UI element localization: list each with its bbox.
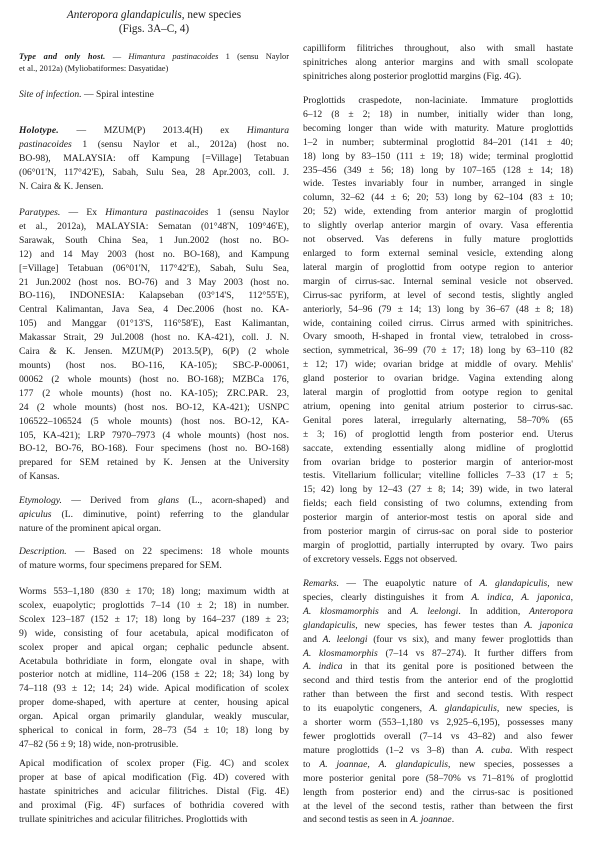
proglottids-paragraph [303, 94, 573, 567]
emphasized-text: apiculus [19, 508, 52, 520]
text-run: BO-12, BO-76, BO-168). Four specimens (host no. BO-168) [19, 443, 289, 455]
text-run: 235–456 (349 ± 56; 18) long by 107–165 (128 ± 14; 18) [303, 164, 573, 176]
text-run: of mature worms, four specimens prepared for SEM. [19, 559, 222, 571]
text-line [19, 627, 289, 641]
text-line [303, 108, 573, 122]
text-run: 21 Jun.2002 (host nos. BO-76) and 3 May 2003 (host no. [19, 276, 289, 288]
text-run: Cirrus-sac pyriform, at level of second testis, slightly angled [303, 289, 573, 301]
text-line [303, 772, 573, 786]
text-line [303, 164, 573, 178]
text-line [303, 330, 573, 344]
text-run: 47–82 (56 ± 9; 18) wide, non-protrusible. [19, 738, 179, 750]
emphasized-text: A. glandapiculis [429, 703, 497, 715]
text-line [303, 358, 573, 372]
text-line [19, 456, 289, 470]
text-run: ± 12; 17) wide; ovarian bridge at middle of ovary. Mehlis' [303, 359, 573, 371]
text-line [303, 428, 573, 442]
text-line [19, 317, 289, 331]
text-run: (L., acorn-shaped) and [179, 495, 289, 506]
text-run: Acetabula bothridiate in form, elongate oval in shape, with [19, 655, 289, 667]
text-line [303, 94, 573, 108]
text-run: saccate, extending essentially along midline of proglottid [303, 442, 573, 454]
text-line [19, 682, 289, 696]
text-run: 9) wide, consisting of four acetabula, apical modificaton of [19, 627, 289, 639]
text-run: prepared for SEM retained by K. Jensen at the University [19, 457, 289, 469]
text-line [19, 359, 289, 373]
text-run: (7–14 vs 87–274). It further differs from [377, 647, 573, 659]
text-run: scolex, euapolytic; proglottids 7–14 (10 ± 2; 18) in number. [19, 599, 289, 611]
text-run: 74–118 (93 ± 12; 14; 24) wide. Apical modification of scolex [19, 683, 289, 695]
emphasized-text: A. joannae [319, 758, 368, 770]
text-run: [=Village] Tetabuan (06°01'N, 117°42'E), Sabah, Sulu Sea, [19, 262, 289, 274]
emphasized-text: Himantura [246, 125, 289, 136]
text-run: of Kansas. [19, 471, 60, 483]
text-run: proper dome-shaped, with aperture at center, housing apical [19, 697, 289, 709]
emphasized-text: Site of infection. [19, 89, 82, 100]
text-run: and second testis as seen in [303, 814, 411, 826]
holotype-paragraph [19, 124, 289, 194]
species-name: Anteropora glandapiculis [66, 9, 182, 21]
text-line [303, 800, 573, 814]
text-run: — Derived from [61, 495, 159, 506]
text-run: wide. Testes invariably four in number, arranged in single [303, 178, 573, 190]
text-run: Scolex 123–187 (152 ± 17; 18) long by 164–237 (189 ± 23; [19, 613, 289, 625]
text-run: Sarawak, South China Sea, 1 Jun.2002 (host no. BO- [19, 234, 289, 246]
text-run: of excretory vessels. Eggs not observed. [303, 553, 458, 565]
text-run: column, 32–62 (44 ± 6; 20; 53) long by 62–104 (83 ± 10; [303, 192, 573, 204]
text-line [19, 124, 289, 138]
text-line [303, 813, 573, 827]
text-line [303, 539, 573, 553]
text-line [303, 261, 573, 275]
text-run: posterior margin of anterior-most testis on aporal side and [303, 512, 573, 524]
text-run: . In addition, [458, 605, 530, 617]
emphasized-text: A. japonica [521, 591, 571, 603]
text-run: and [303, 633, 323, 645]
species-title [19, 8, 289, 22]
text-run: at the level of the second testis, rather than between the first [303, 800, 573, 812]
text-line [303, 42, 573, 56]
text-line [19, 303, 289, 317]
text-line [303, 219, 573, 233]
text-run: gland posterior to ovarian bridge. Vagina extending along [303, 373, 573, 385]
text-run: . [451, 814, 455, 826]
text-line [303, 605, 573, 619]
text-line [303, 233, 573, 247]
text-run: to its euapolytic congeners, [303, 703, 430, 715]
text-run: 1 (sensu Naylor [208, 207, 289, 218]
text-run: N. Caira & K. Jensen. [19, 180, 104, 192]
text-run: testis. Vitellarium follicular; vitelline follicles 7–33 (17 ± 5; [303, 470, 573, 482]
text-line [303, 177, 573, 191]
text-line [303, 289, 573, 303]
text-run: Ovary smooth, H-shaped in frontal view, tetralobed in cross- [303, 331, 573, 343]
text-line [19, 668, 289, 682]
text-run: to [303, 758, 320, 770]
text-run: Apical modification of scolex proper (Fig. 4C) and scolex [19, 758, 289, 769]
text-run: a shorter worm (553–1,180 vs 2,925–6,195), possesses many [303, 717, 573, 729]
text-line [19, 757, 289, 771]
text-run: atrium, opening into genital atrium posterior to cirrus-sac. [303, 400, 573, 412]
text-line [303, 386, 573, 400]
text-line [19, 641, 289, 655]
text-line [303, 150, 573, 164]
text-run: 20; 52) wide, extending from anterior margin of proglottid [303, 206, 573, 218]
text-line [19, 138, 289, 152]
text-line [19, 166, 289, 180]
text-line [303, 275, 573, 289]
text-run: lateral margin of proglottid from ootype region to genital [303, 387, 573, 399]
emphasized-text: Remarks. [303, 578, 339, 589]
text-line [19, 289, 289, 303]
emphasized-text: A. leelongi [410, 605, 459, 617]
text-run: spinitriches along posterior proglottid margins (Fig. 4G). [303, 70, 522, 82]
worms-paragraph [19, 585, 289, 752]
text-line [303, 205, 573, 219]
text-run: trullate spinitriches and acicular filitriches. Proglottids with [19, 813, 248, 825]
figure-reference: (Figs. 3A–C, 4) [118, 23, 190, 35]
text-line [19, 508, 289, 522]
text-line [19, 262, 289, 276]
text-line [303, 674, 573, 688]
text-line [19, 331, 289, 345]
emphasized-text: Himantura pastinacoides [128, 52, 219, 61]
text-line [19, 470, 289, 484]
text-line [303, 786, 573, 800]
text-run: mounts) (host nos. BO-116, KA-105); SBC-P-00061, [19, 359, 289, 371]
text-line [19, 494, 289, 508]
text-line [19, 738, 289, 752]
text-run: BO-116), INDONESIA: Kalapseban (03°14'S, 112°55'E), [19, 290, 289, 302]
text-line [19, 180, 289, 194]
text-line [303, 730, 573, 744]
text-run: not observed. Vas deferens in fully mature proglottids [303, 234, 573, 246]
text-run: and proximal (Fig. 4F) surfaces of bothridia covered with [19, 799, 289, 811]
text-run: 00062 (2 whole mounts) (host no. BO-168); MZBCa 176, [19, 373, 289, 385]
emphasized-text: A. indica [303, 661, 343, 673]
text-run: nature of the prominent apical organ. [19, 522, 162, 534]
text-line [19, 724, 289, 738]
text-run: species, clearly distinguishes it from [303, 591, 472, 603]
text-line [19, 613, 289, 627]
text-line [19, 522, 289, 536]
text-line [19, 206, 289, 220]
text-run: (L. diminutive, point) referring to the glandular [51, 508, 289, 520]
emphasized-text: A. glandapiculis [378, 758, 448, 770]
remarks-paragraph [303, 577, 573, 827]
text-run: mature proglottids (1–2 vs 3–8) than [303, 744, 476, 756]
text-line [303, 688, 573, 702]
text-run: BO-98), MALAYSIA: off Kampung [=Village] Tetabuan [19, 152, 289, 164]
text-run: — The euapolytic nature of [338, 578, 480, 589]
text-run: 177 (2 whole mounts) (host no. KA-105); ZRC.PAR. 23, [19, 387, 289, 399]
text-line [303, 647, 573, 661]
text-run: 1 (sensu Naylor et al., 2012a) (host no. [71, 138, 289, 150]
text-run: capilliform filitriches throughout, also with small hastate [303, 43, 573, 54]
text-run: wide, containing coiled cirrus. Cirrus armed with spinitriches. [303, 317, 573, 329]
text-run: et al., 2012a), MALAYSIA: Sematan (01°48'N, 109°46'E), [19, 220, 289, 232]
text-line [303, 619, 573, 633]
emphasized-text: Himantura pastinacoides [105, 207, 209, 218]
text-line [19, 785, 289, 799]
emphasized-text: Description. [19, 546, 67, 557]
emphasized-text: A. klosmamorphis [303, 605, 379, 617]
text-run: to slightly overlap anterior margin of ovary. Vasa efferentia [303, 220, 573, 232]
text-run: , new [547, 578, 574, 589]
text-line [303, 660, 573, 674]
text-run: 105, KA-421); LRP 7970–7973 (4 whole mounts) (host nos. [19, 429, 289, 441]
text-run: — MZUM(P) 2013.4(H) ex [58, 125, 247, 136]
surface-continuation-paragraph [303, 42, 573, 84]
text-run: , new species, has fewer testes than [355, 619, 525, 631]
text-line [303, 483, 573, 497]
emphasized-text: Holotype. [19, 125, 59, 136]
text-line [19, 655, 289, 669]
text-run: Worms 553–1,180 (830 ± 170; 18) long; maximum width at [19, 586, 289, 597]
text-run: 1 (sensu Naylor [218, 52, 290, 61]
text-run: 106522–106524 (5 whole mounts) (host nos. BO-12, KA- [19, 415, 289, 427]
text-line [303, 56, 573, 70]
text-line [303, 136, 573, 150]
text-line [303, 70, 573, 84]
text-run: more posterior genital pore (58–70% vs 71–81% of proglottid [303, 772, 573, 784]
text-line [19, 696, 289, 710]
text-line [19, 220, 289, 234]
type-host-paragraph [19, 51, 289, 75]
text-run: anteriorly, 54–96 (79 ± 14; 13) long by 36–67 (48 ± 8; 18) [303, 303, 573, 315]
text-run: hastate spinitriches and acicular filitriches. Distal (Fig. 4E) [19, 785, 289, 797]
text-line [19, 545, 289, 559]
emphasized-text: A. japonica [524, 619, 574, 631]
emphasized-text: Anteropora [529, 605, 573, 617]
text-run: , [570, 591, 574, 603]
text-run: , [511, 591, 522, 603]
text-run: 18) long by 83–150 (111 ± 19; 18) wide; terminal proglottid [303, 150, 573, 162]
text-line [303, 577, 573, 591]
text-run: margin of cirrus-sac. Internal seminal vesicle not observed. [303, 275, 573, 287]
text-run: from posterior margin of cirrus-sac on poral side to posterior [303, 526, 573, 538]
text-run: scolex proper and apical organ; cephalic peduncle absent. [19, 641, 289, 653]
text-line [303, 716, 573, 730]
text-run: ± 3; 16) of proglottid length from posterior end. Uterus [303, 428, 573, 440]
emphasized-text: A. cuba [475, 744, 511, 756]
text-line [19, 813, 289, 827]
paratypes-paragraph [19, 206, 289, 484]
text-line [303, 633, 573, 647]
text-run: fewer proglottids overall (7–14 vs 43–82) and also fewer [303, 730, 573, 742]
text-run: length from posterior end) and the cirrus-sac is positioned [303, 786, 573, 798]
text-line [303, 191, 573, 205]
text-run: enlarged to form external seminal vesicle, extending along [303, 247, 573, 259]
text-line [19, 152, 289, 166]
text-line [303, 758, 573, 772]
text-line [303, 553, 573, 567]
text-run: rather than between the first and second testis. With respect [303, 689, 573, 701]
text-line [303, 247, 573, 261]
emphasized-text: A. leelongi [322, 633, 368, 645]
text-run: Makassar Strait, 29 Jul.2008 (host no. KA-421), coll. J. N. [19, 332, 289, 344]
text-line [19, 710, 289, 724]
text-run: 12) and 14 May 2003 (host no. BO-168), and Kampung [19, 248, 289, 260]
text-run: proper at base of apical modification (Fig. 4D) covered with [19, 771, 289, 783]
text-line [19, 387, 289, 401]
text-line [19, 88, 289, 102]
text-run: 24 (2 whole mounts) (host nos. BO-12, KA-421); USNPC [19, 401, 289, 413]
text-run: from ovarian bridge to posterior margin of anterior-most [303, 456, 573, 468]
text-line [19, 429, 289, 443]
emphasized-text: pastinacoides [19, 138, 72, 150]
text-run: 1–2 in number; subterminal proglottid 84–201 (141 ± 40; [303, 136, 573, 148]
emphasized-text: glandapiculis [303, 619, 356, 631]
text-line [19, 599, 289, 613]
text-run: 105) and Manggar (01°13'S, 116°58'E), East Kalimantan, [19, 318, 289, 330]
text-line [19, 373, 289, 387]
text-run: 15; 42) long by 12–43 (27 ± 8; 14; 39) wide, in two lateral [303, 484, 573, 496]
emphasized-text: A. glandapiculis [479, 578, 548, 589]
text-line [303, 372, 573, 386]
emphasized-text: Type and only host. [19, 52, 106, 61]
text-run: — Based on 22 specimens: 18 whole mounts [66, 546, 289, 557]
text-run: organ. Apical organ primarily glandular, weakly muscular, [19, 711, 289, 723]
text-run: second and third testis from the anterior end of the proglottid [303, 675, 573, 687]
text-line [19, 585, 289, 599]
text-run: Genital pores lateral, irregularly alternating, 58–70% (65 [303, 414, 573, 426]
description-paragraph [19, 545, 289, 573]
text-line [19, 248, 289, 262]
text-line [303, 303, 573, 317]
text-line [303, 344, 573, 358]
emphasized-text: A. indica [471, 591, 512, 603]
text-run: becoming longer than wide with maturity. Mature proglottids [303, 122, 573, 134]
text-run: spinitriches along anterior margins and with small scolopate [303, 56, 573, 68]
text-line [303, 317, 573, 331]
text-line [19, 276, 289, 290]
text-line [303, 525, 573, 539]
text-run: , new species, possesses a [448, 758, 573, 770]
emphasized-text: glans [158, 495, 180, 506]
emphasized-text: Paratypes. [19, 207, 61, 218]
text-run: (four vs six), and many fewer proglottids than [367, 633, 573, 645]
text-run: . With respect [510, 744, 573, 756]
text-line [19, 415, 289, 429]
text-line [19, 345, 289, 359]
text-line [19, 401, 289, 415]
text-run: margin of proglottid, partially interrupted by ovary. Two pairs [303, 540, 573, 551]
text-run: et al., 2012a) (Myliobatiformes: Dasyatidae) [19, 64, 169, 74]
text-run: — Ex [60, 207, 106, 218]
text-run: 6–12 (8 ± 2; 18) in number, initially wider than long, [303, 108, 573, 120]
text-line [303, 702, 573, 716]
text-line [19, 63, 289, 75]
text-run: posterior notch at midline, 114–206 (158 ± 22; 18; 34) long by [19, 669, 289, 681]
emphasized-text: A. joannae [410, 814, 452, 826]
text-line [303, 122, 573, 136]
text-line [19, 799, 289, 813]
text-run: spherical to conical in form, 28–73 (54 ± 10; 18) long by [19, 725, 289, 737]
text-run: fields; each field consisting of two columns, extending from [303, 498, 573, 510]
text-run: Central Kalimantan, Java Sea, 4 Dec.2006 (host no. KA- [19, 304, 289, 316]
etymology-paragraph [19, 494, 289, 536]
text-line [303, 591, 573, 605]
text-run: Caira & K. Jensen. MZUM(P) 2013.5(P), 6(P) (2 whole [19, 346, 289, 358]
text-line [19, 771, 289, 785]
text-run: in that its genital pore is positioned between the [342, 661, 573, 673]
text-run: , [367, 758, 379, 770]
text-line [303, 442, 573, 456]
text-line [19, 559, 289, 573]
apical-modification-paragraph [19, 757, 289, 827]
text-run: , new species, is [496, 703, 574, 715]
text-run: section, symmetrical, 36–99 (70 ± 17; 18) long by 63–110 (82 [303, 345, 573, 357]
emphasized-text: A. klosmamorphis [303, 647, 378, 659]
text-run: lateral margin of proglottid from ootype region to anterior [303, 261, 573, 273]
text-run: (06°01'N, 117°42'E), Sabah, Sulu Sea, 28 Apr.2003, coll. J. [19, 166, 289, 178]
text-line [303, 400, 573, 414]
species-heading [19, 8, 289, 36]
text-line [303, 511, 573, 525]
text-run: Proglottids craspedote, non-laciniate. Immature proglottids [303, 95, 573, 106]
text-line [19, 234, 289, 248]
text-run: and [378, 605, 411, 617]
text-line [19, 442, 289, 456]
text-run: — Spiral intestine [81, 89, 154, 100]
species-suffix: , new species [181, 9, 242, 21]
text-line [303, 744, 573, 758]
text-line [303, 456, 573, 470]
text-line [19, 51, 289, 63]
text-line [303, 497, 573, 511]
text-line [303, 469, 573, 483]
text-run: — [105, 52, 129, 61]
emphasized-text: Etymology. [19, 495, 62, 506]
text-line [303, 414, 573, 428]
site-of-infection-paragraph [19, 88, 289, 102]
